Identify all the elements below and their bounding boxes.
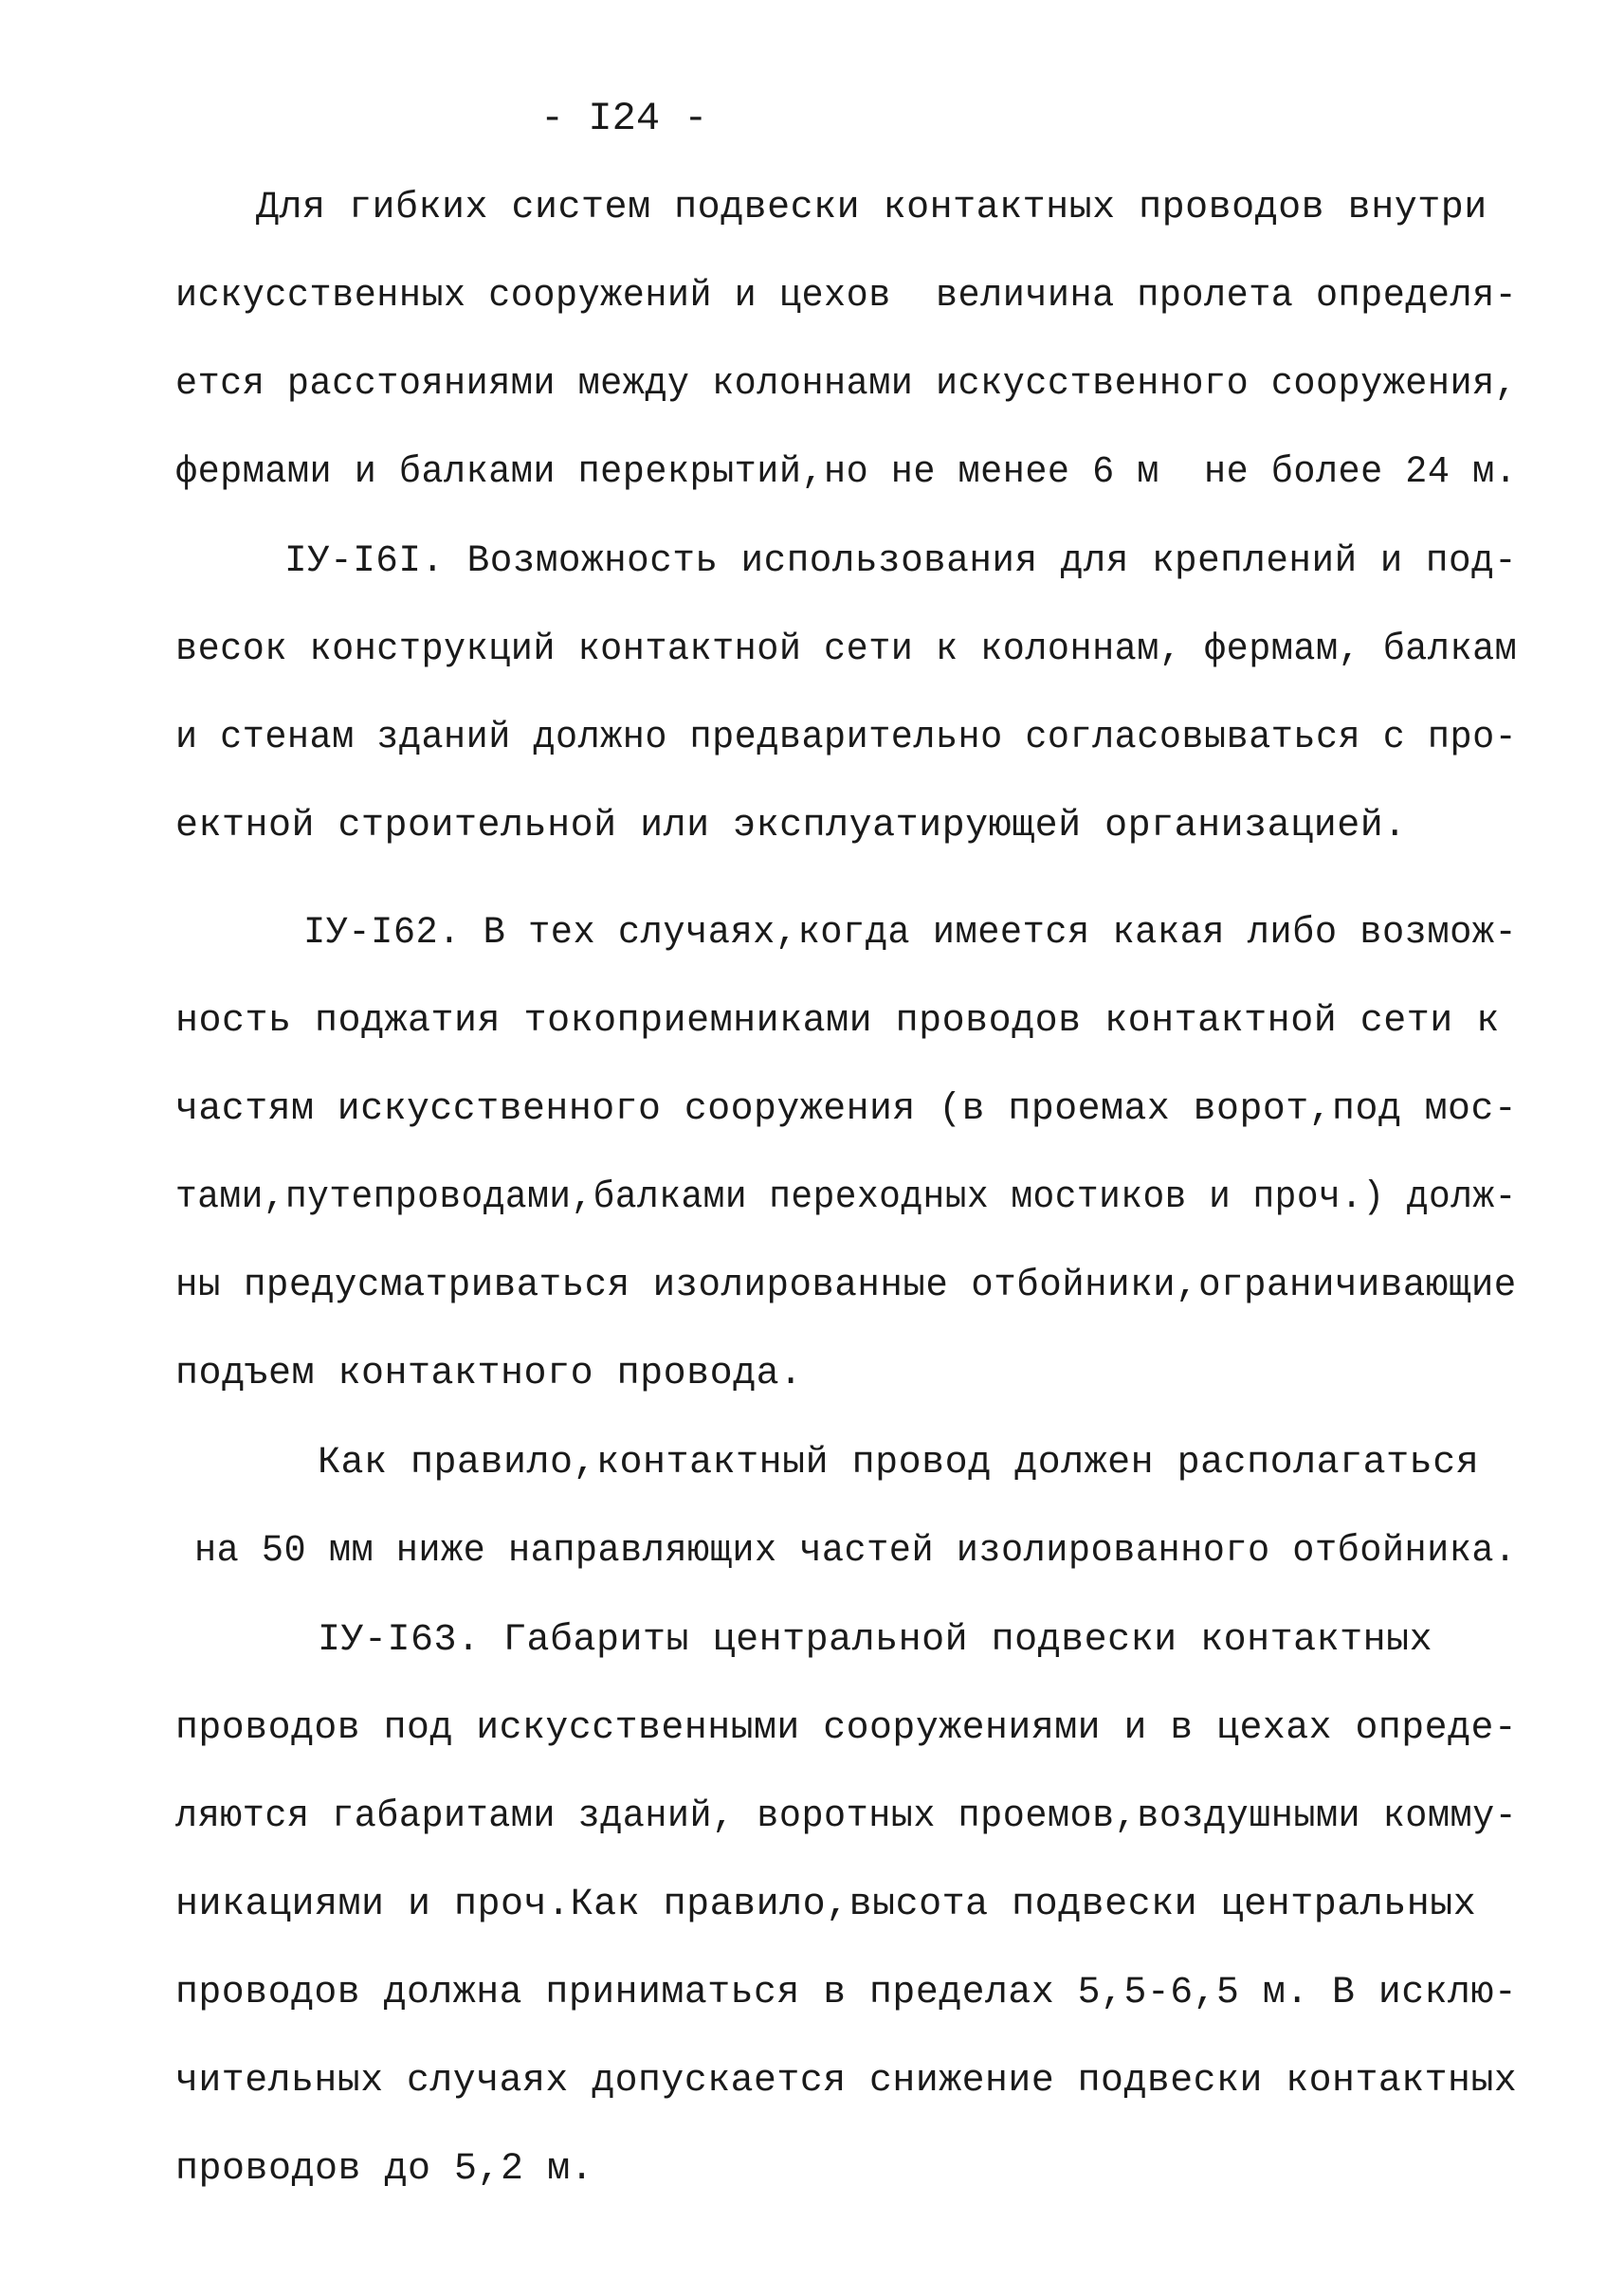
text-line: чительных случаях допускается снижение подвески контактных	[175, 2060, 1518, 2103]
text-line: тами,путепроводами,балками переходных мостиков и проч.) долж-	[175, 1176, 1517, 1219]
text-line: ны предусматриваться изолированные отбойники,ограничивающие	[175, 1265, 1517, 1307]
text-line: никациями и проч.Как правило,высота подвески центральных	[175, 1884, 1477, 1926]
text-line: Как правило,контактный провод должен располагаться	[318, 1442, 1480, 1484]
text-line: и стенам зданий должно предварительно согласовываться с про-	[175, 717, 1518, 759]
text-line: весок конструкций контактной сети к колоннам, фермам, балкам	[175, 628, 1518, 671]
text-line: ектной строительной или эксплуатирующей организацией.	[175, 805, 1407, 847]
text-line: на 50 мм ниже направляющих частей изолированного отбойника.	[194, 1530, 1517, 1573]
text-line: искусственных сооружений и цехов величина пролета определя-	[175, 275, 1518, 318]
text-line: ляются габаритами зданий, воротных проемов,воздушными комму-	[175, 1795, 1518, 1838]
page-number: - I24 -	[540, 96, 708, 141]
text-line: IУ-I62. В тех случаях,когда имеется какая либо возмож-	[303, 912, 1518, 955]
text-line: проводов под искусственными сооружениями и в цехах опреде-	[175, 1707, 1518, 1750]
text-line: подъем контактного провода.	[175, 1353, 803, 1395]
text-line: фермами и балками перекрытий,но не менее 6 м не более 24 м.	[175, 451, 1518, 494]
text-line: частям искусственного сооружения (в проемах ворот,под мос-	[175, 1088, 1518, 1131]
text-line: IУ-I63. Габариты центральной подвески контактных	[318, 1619, 1433, 1662]
text-line: IУ-I6I. Возможность использования для креплений и под-	[284, 540, 1518, 583]
text-line: ность поджатия токоприемниками проводов контактной сети к	[175, 1000, 1500, 1043]
text-line: ется расстояниями между колоннами искусственного сооружения,	[175, 363, 1518, 406]
text-line: Для гибких систем подвески контактных проводов внутри	[256, 187, 1487, 229]
text-line: проводов должна приниматься в пределах 5,5-6,5 м. В исклю-	[175, 1972, 1518, 2014]
text-line: проводов до 5,2 м.	[175, 2148, 594, 2191]
